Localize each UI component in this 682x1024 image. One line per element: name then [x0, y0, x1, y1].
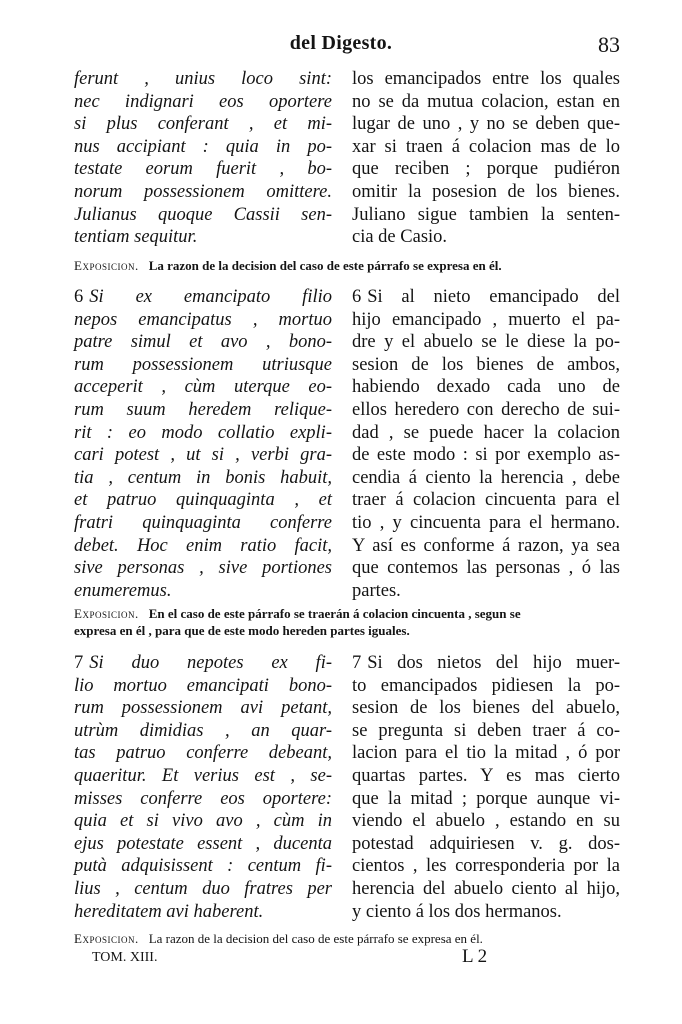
text-line: dre y el abuelo se le diese la po-: [352, 332, 620, 353]
text-line: sesion de los bienes del abuelo,: [352, 698, 620, 719]
text-line: nepos emancipatus , mortuo: [74, 309, 332, 330]
text-line: Y así es conforme á razon, ya sea: [352, 535, 620, 556]
latin-column: [74, 68, 332, 249]
text-line: herencia del abuelo ciento al hijo,: [352, 878, 620, 899]
running-title: del Digesto.: [289, 32, 393, 54]
text-line: si plus conferant , et mi-: [74, 114, 332, 135]
exposition-line: En el caso de este párrafo se traerán á colacion cincuenta , segun se: [148, 606, 521, 621]
exposition-line: La razon de la decision del caso de este párrafo se expresa en él.: [148, 258, 502, 273]
text-line: los emancipados entre los quales: [352, 69, 620, 89]
text-line: que contemos las personas , ó las: [352, 558, 620, 579]
text-line: dad , se puede hacer la colacion: [352, 422, 620, 443]
text-line: tia , centum in bonis habuit,: [74, 467, 332, 488]
text-line: debet. Hoc enim ratio facit,: [74, 535, 332, 556]
text-line: cientos , les corresponderia por la: [352, 856, 620, 877]
text-line: xar si traen á colacion mas de lo: [352, 136, 620, 157]
text-line: putà adquisissent : centum fi-: [74, 856, 332, 877]
text-line: ejus potestate essent , ducenta: [74, 833, 332, 854]
text-line: to emancipados pidiesen la po-: [352, 675, 620, 696]
text-line: 6 Si al nieto emancipado del: [352, 287, 620, 307]
spanish-column: [352, 68, 620, 249]
text-line: tas patruo conferre debeant,: [74, 743, 332, 764]
latin-column: [74, 652, 332, 923]
text-line: lius , centum duo fratres per: [74, 878, 332, 899]
text-line: hijo emancipado , muerto el pa-: [352, 309, 620, 330]
text-line: potestad adquiriesen v. g. dos-: [352, 833, 620, 854]
text-line: de este modo : si por exemplo as-: [352, 445, 620, 466]
text-line: nus accipiant : quia in po-: [74, 136, 332, 157]
text-line: rit : eo modo collatio expli-: [74, 422, 332, 443]
text-line: testate eorum fuerit , bo-: [74, 159, 332, 180]
text-line: quaeritur. Et verius est , se-: [74, 765, 332, 786]
text-line: rum suum heredem relique-: [74, 399, 332, 420]
exposition-1: [74, 257, 620, 274]
text-line: rum possessionem utriusque: [74, 354, 332, 375]
text-line: enumeremus.: [74, 580, 172, 601]
exposition-label: Exposicion.: [74, 606, 139, 621]
running-head: [0, 32, 682, 58]
text-line: tentiam sequitur.: [74, 227, 198, 248]
text-line: Juliano sigue tambien la senten-: [352, 204, 620, 225]
text-line: que la mitad ; porque aunque vi-: [352, 788, 620, 809]
text-line: no se da mutua colacion, estan en: [352, 91, 620, 112]
text-line: misses conferre eos oportere:: [74, 788, 332, 809]
text-line: ferunt , unius loco sint:: [74, 69, 332, 89]
text-line: cari potest , ut si , verbi gra-: [74, 445, 332, 466]
exposition-2: [74, 605, 620, 639]
text-line: viendo el abuelo , estando en su: [352, 811, 620, 832]
text-line: y ciento á los dos hermanos.: [352, 901, 562, 922]
text-line: et patruo quinquaginta , et: [74, 490, 332, 511]
text-line: omitir la posesion de los bienes.: [352, 181, 620, 202]
exposition-text: [149, 931, 483, 946]
latin-column: [74, 286, 332, 602]
text-line: tio , y cincuenta para el hermano.: [352, 512, 620, 533]
text-line: sive personas , sive portiones: [74, 558, 332, 579]
text-line: ellos heredero con derecho de sui-: [352, 399, 620, 420]
volume-mark: TOM. XIII.: [92, 950, 158, 965]
text-line: hereditatem avi haberent.: [74, 901, 264, 922]
text-line: utrùm dimidias , an quar-: [74, 720, 332, 741]
paragraph-number: 6: [74, 287, 84, 307]
exposition-text: [74, 606, 521, 638]
exposition-line: expresa en él , para que de este modo hereden partes iguales.: [74, 623, 410, 638]
exposition-text: [149, 258, 502, 273]
text-line: nec indignari eos oportere: [74, 91, 332, 112]
exposition-label: Exposicion.: [74, 931, 139, 946]
exposition-label: Exposicion.: [74, 258, 139, 273]
text-line: lugar de uno , y no se deben que-: [352, 114, 620, 135]
paragraph-number: 7: [74, 653, 84, 673]
text-line: que reciben ; porque pudiéron: [352, 159, 620, 180]
text-line: sesion de los bienes de ambos,: [352, 354, 620, 375]
text-line: Julianus quoque Cassii sen-: [74, 204, 332, 225]
text-line: habiendo dexado cada uno de: [352, 377, 620, 398]
text-line: norum possessionem omittere.: [74, 181, 332, 202]
text-line: quartas partes. Y es mas cierto: [352, 765, 620, 786]
text-line: rum possessionem avi petant,: [74, 698, 332, 719]
paragraph-number: 7: [352, 653, 362, 673]
text-line: acceperit , cùm uterque eo-: [74, 377, 332, 398]
exposition-3: [74, 930, 620, 947]
text-line: 6 Si ex emancipato filio: [74, 287, 332, 307]
spanish-column: [352, 286, 620, 602]
spanish-column: [352, 652, 620, 923]
text-line: lacion para el tio la mitad , ó por: [352, 743, 620, 764]
text-line: se pregunta si deben traer á co-: [352, 720, 620, 741]
text-line: quia et si vivo avo , cùm in: [74, 811, 332, 832]
page-number: 83: [598, 32, 620, 57]
text-line: fratri quinquaginta conferre: [74, 512, 332, 533]
text-line: patre simul et avo , bono-: [74, 332, 332, 353]
text-line: cendia á ciento la herencia , debe: [352, 467, 620, 488]
signature-mark: L 2: [462, 946, 488, 967]
text-line: lio mortuo emancipati bono-: [74, 675, 332, 696]
exposition-line: La razon de la decision del caso de este párrafo se expresa en él.: [148, 931, 483, 946]
text-line: traer á colacion cincuenta para el: [352, 490, 620, 511]
page-footer: [92, 946, 592, 967]
paragraph-number: 6: [352, 287, 362, 307]
text-line: cia de Casio.: [352, 227, 448, 248]
text-line: 7 Si duo nepotes ex fi-: [74, 653, 332, 673]
text-line: partes.: [352, 580, 401, 601]
text-line: 7 Si dos nietos del hijo muer-: [352, 653, 620, 673]
